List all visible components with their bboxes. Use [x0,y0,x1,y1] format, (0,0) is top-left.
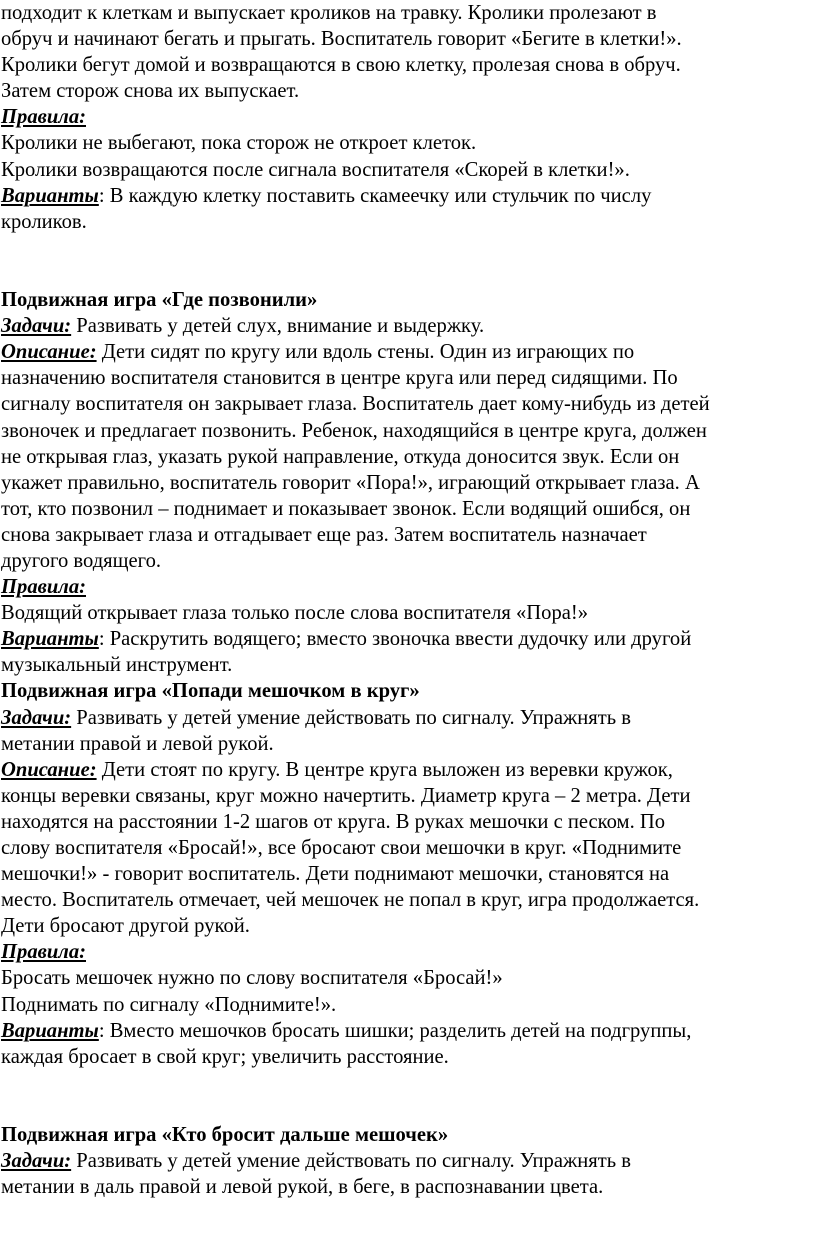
game-title: Подвижная игра «Кто бросит дальше мешочек» [1,1124,449,1147]
description-continuation: сигналу воспитателя он закрывает глаза. Воспитатель дает кому-нибудь из детей [1,393,710,416]
description-continuation: место. Воспитатель отмечает, чей мешочек не попал в круг, игра продолжается. [1,889,700,912]
intro-section [1,0,816,235]
description-continuation: мешочки!» - говорит воспитатель. Дети поднимают мешочки, становятся на [1,863,670,886]
description-label: Описание: [1,758,97,781]
variants-line [1,626,816,652]
blank-line [1,1096,816,1122]
rules-heading [1,104,816,130]
tasks-text: Развивать у детей слух, внимание и выдержку. [71,315,485,338]
variants-continuation: каждая бросает в свой круг; увеличить расстояние. [1,1045,449,1068]
tasks-continuation: метании в даль правой и левой рукой, в беге, в распознавании цвета. [1,1176,604,1199]
description-continuation: укажет правильно, воспитатель говорит «Пора!», играющий открывает глаза. А [1,471,700,494]
variants-continuation: кроликов. [1,210,87,233]
intro-line: подходит к клеткам и выпускает кроликов на травку. Кролики пролезают в [1,2,657,24]
rules-label: Правила: [1,941,86,964]
rules-label: Правила: [1,106,86,129]
rules-heading [1,574,816,600]
variants-text: : Вместо мешочков бросать шишки; разделить детей на подгруппы, [98,1019,692,1042]
description-continuation: находятся на расстоянии 1-2 шагов от круга. В руках мешочки с песком. По [1,810,666,833]
variants-line [1,1018,816,1044]
game-title: Подвижная игра «Попади мешочком в круг» [1,680,420,703]
description-line [1,339,816,365]
variants-text: : В каждую клетку поставить скамеечку или стульчик по числу [98,184,652,207]
intro-line: Затем сторож снова их выпускает. [1,80,300,103]
description-continuation: не открывая глаз, указать рукой направление, откуда доносится звук. Если он [1,445,680,468]
intro-line: обруч и начинают бегать и прыгать. Воспитатель говорит «Бегите в клетки!». [1,28,682,51]
tasks-line [1,1148,816,1174]
intro-line: Кролики бегут домой и возвращаются в свою клетку, пролезая снова в обруч. [1,54,681,77]
game-where-rang-section [1,287,816,678]
variants-continuation: музыкальный инструмент. [1,654,233,677]
description-continuation: снова закрывает глаза и отгадывает еще раз. Затем воспитатель назначает [1,523,647,546]
game-title: Подвижная игра «Где позвонили» [1,289,318,312]
variants-label: Варианты [1,1019,99,1042]
description-continuation: Дети бросают другой рукой. [1,915,250,938]
blank-line [1,1070,816,1096]
rules-heading [1,939,816,965]
tasks-continuation: метании правой и левой рукой. [1,732,274,755]
variants-text: : Раскрутить водящего; вместо звоночка ввести дудочку или другой [98,628,692,651]
description-continuation: назначению воспитателя становится в центре круга или перед сидящими. По [1,367,678,390]
blank-line [1,261,816,287]
description-line [1,757,816,783]
rule-line: Водящий открывает глаза только после слова воспитателя «Пора!» [1,602,589,625]
rule-line: Бросать мешочек нужно по слову воспитателя «Бросай!» [1,967,503,990]
variants-line [1,183,816,209]
tasks-label: Задачи: [1,706,72,729]
rules-label: Правила: [1,576,86,599]
rule-line: Кролики возвращаются после сигнала воспитателя «Скорей в клетки!». [1,158,630,181]
variants-label: Варианты [1,184,99,207]
tasks-line [1,313,816,339]
tasks-text: Развивать у детей умение действовать по сигналу. Упражнять в [71,706,631,729]
description-text: Дети стоят по кругу. В центре круга выложен из веревки кружок, [96,758,673,781]
tasks-line [1,705,816,731]
description-continuation: звоночек и предлагает позвонить. Ребенок, находящийся в центре круга, должен [1,419,707,442]
variants-label: Варианты [1,628,99,651]
description-continuation: другого водящего. [1,549,162,572]
game-throw-farther-section [1,1122,816,1200]
rule-line: Поднимать по сигналу «Поднимите!». [1,993,337,1016]
description-text: Дети сидят по кругу или вдоль стены. Один из играющих по [96,341,635,364]
rule-line: Кролики не выбегают, пока сторож не откроет клеток. [1,132,477,155]
game-hit-circle-section [1,678,816,1069]
tasks-text: Развивать у детей умение действовать по сигналу. Упражнять в [71,1150,631,1173]
tasks-label: Задачи: [1,315,72,338]
description-continuation: слову воспитателя «Бросай!», все бросают свои мешочки в круг. «Поднимите [1,837,682,859]
description-label: Описание: [1,341,97,364]
description-continuation: тот, кто позвонил – поднимает и показывает звонок. Если водящий ошибся, он [1,497,691,520]
description-continuation: концы веревки связаны, круг можно начертить. Диаметр круга – 2 метра. Дети [1,784,691,807]
tasks-label: Задачи: [1,1150,72,1173]
blank-line [1,235,816,261]
